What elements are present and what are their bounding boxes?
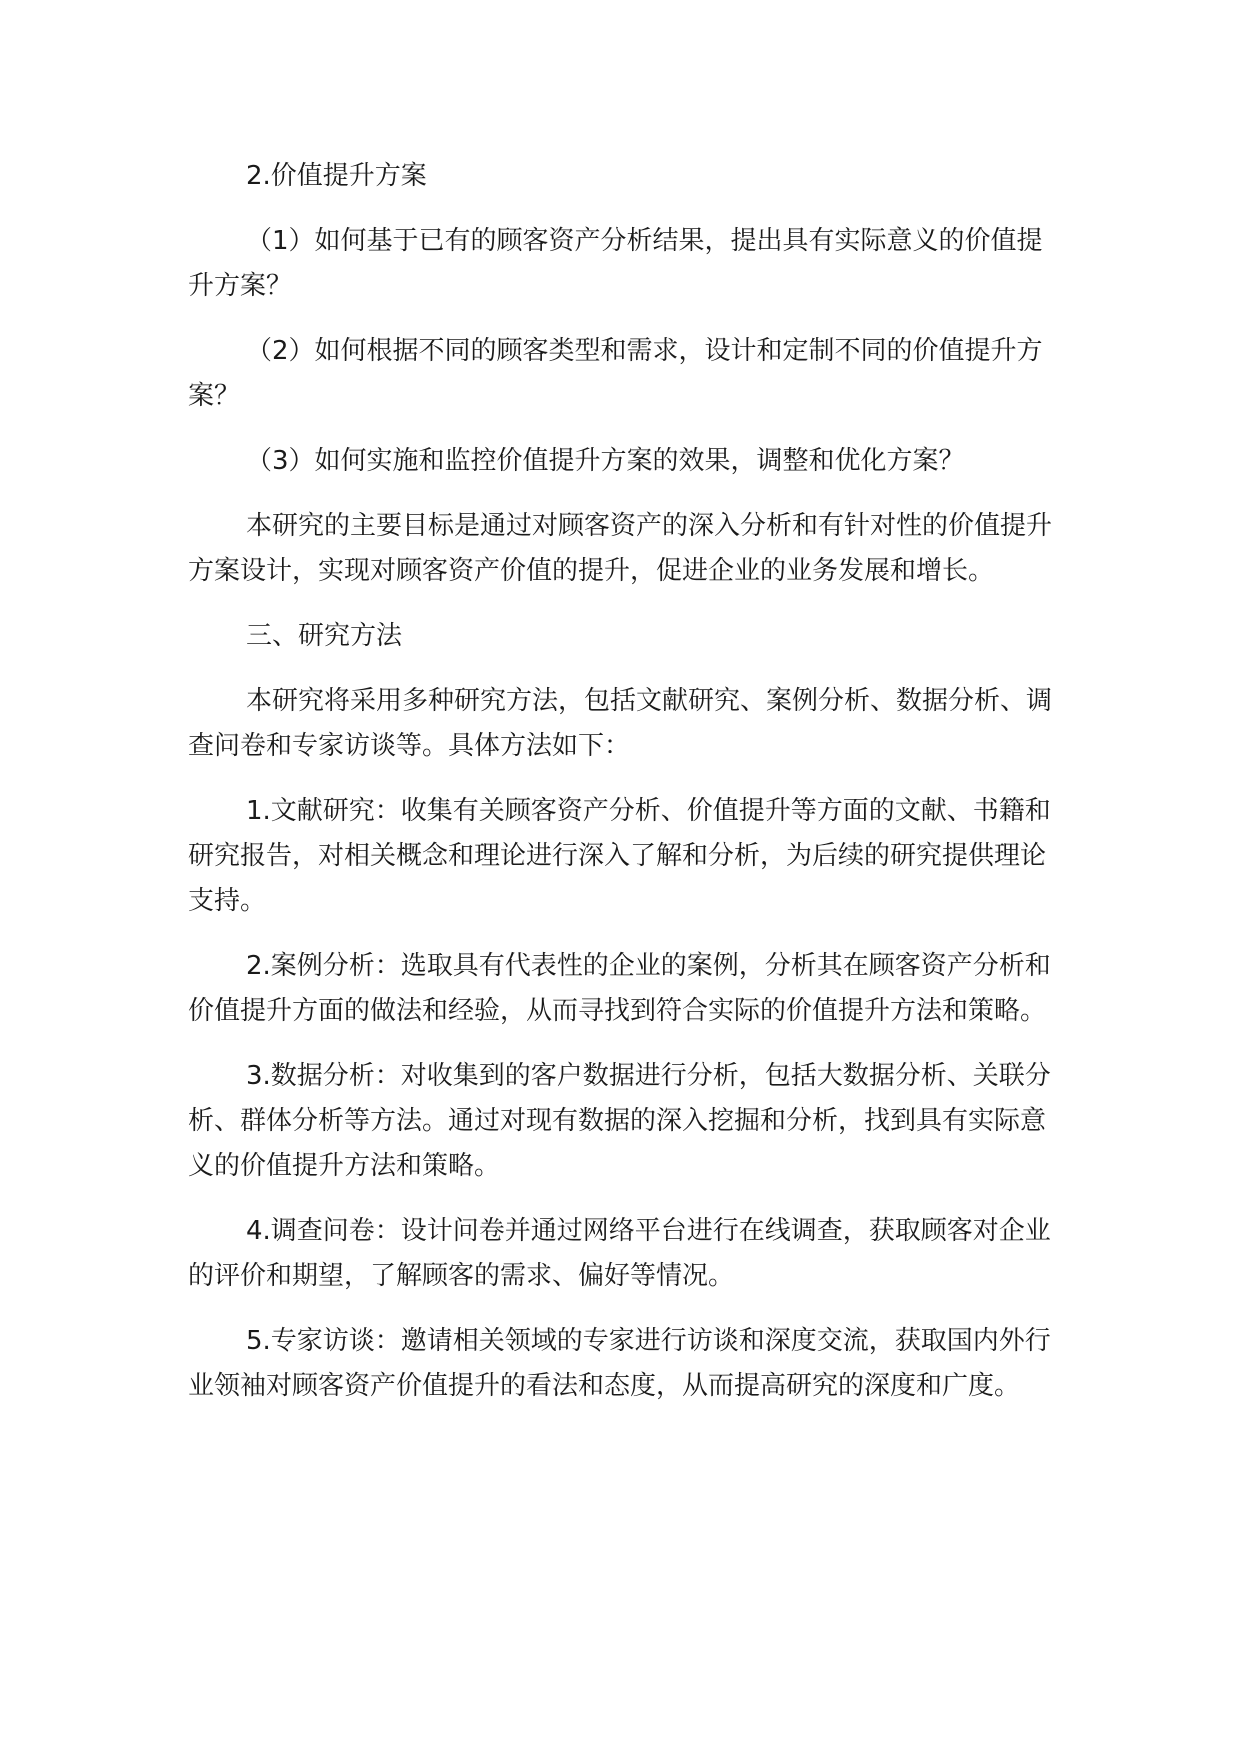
section-heading-research-methods: 三、研究方法	[246, 621, 403, 651]
method-data-analysis: 3.数据分析：对收集到的客户数据进行分析，包括大数据分析、关联分析、群体分析等方法。通过对现有数据的深入挖掘和分析，找到具有实际意义的价值提升方法和策略。	[188, 1061, 1051, 1181]
document-body	[188, 154, 1068, 1429]
question-3: （3）如何实施和监控价值提升方案的效果，调整和优化方案？	[246, 446, 965, 476]
method-questionnaire: 4.调查问卷：设计问卷并通过网络平台进行在线调查，获取顾客对企业的评价和期望，了解顾客的需求、偏好等情况。	[188, 1216, 1051, 1291]
method-case-analysis: 2.案例分析：选取具有代表性的企业的案例，分析其在顾客资产分析和价值提升方面的做法和经验，从而寻找到符合实际的价值提升方法和策略。	[188, 951, 1051, 1026]
methods-intro-paragraph: 本研究将采用多种研究方法，包括文献研究、案例分析、数据分析、调查问卷和专家访谈等。具体方法如下：	[188, 686, 1053, 761]
question-2: （2）如何根据不同的顾客类型和需求，设计和定制不同的价值提升方案？	[188, 336, 1043, 411]
method-literature-review: 1.文献研究：收集有关顾客资产分析、价值提升等方面的文献、书籍和研究报告，对相关概念和理论进行深入了解和分析，为后续的研究提供理论支持。	[188, 796, 1051, 916]
research-goal-paragraph: 本研究的主要目标是通过对顾客资产的深入分析和有针对性的价值提升方案设计，实现对顾客资产价值的提升，促进企业的业务发展和增长。	[188, 511, 1053, 586]
section-heading-value-plan: 2.价值提升方案	[246, 161, 427, 191]
question-1: （1）如何基于已有的顾客资产分析结果，提出具有实际意义的价值提升方案？	[188, 226, 1043, 301]
method-expert-interview: 5.专家访谈：邀请相关领域的专家进行访谈和深度交流，获取国内外行业领袖对顾客资产价值提升的看法和态度，从而提高研究的深度和广度。	[188, 1326, 1051, 1401]
